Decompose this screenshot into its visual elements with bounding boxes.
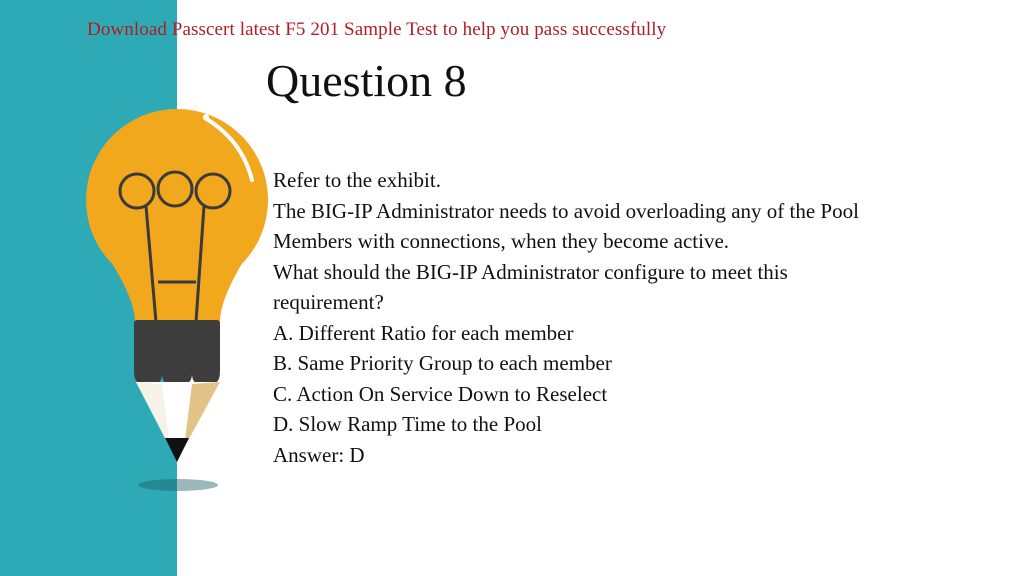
- option-b: B. Same Priority Group to each member: [273, 351, 612, 375]
- question-line: What should the BIG-IP Administrator configure to meet this: [273, 259, 788, 284]
- question-body: [273, 165, 1003, 470]
- question-line: Refer to the exhibit.: [273, 168, 441, 192]
- question-line: requirement?: [273, 290, 384, 314]
- option-c: C. Action On Service Down to Reselect: [273, 381, 608, 406]
- option-a: A. Different Ratio for each member: [273, 320, 574, 345]
- page-title: Question 8: [266, 55, 467, 106]
- question-line: Members with connections, when they become active.: [273, 229, 730, 253]
- lightbulb-pencil-icon: [80, 100, 270, 500]
- download-banner: Download Passcert latest F5 201 Sample Test to help you pass successfully: [87, 19, 667, 40]
- option-d: D. Slow Ramp Time to the Pool: [273, 412, 542, 436]
- answer-line: Answer: D: [273, 442, 365, 467]
- question-line: The BIG-IP Administrator needs to avoid overloading any of the Pool: [273, 198, 859, 223]
